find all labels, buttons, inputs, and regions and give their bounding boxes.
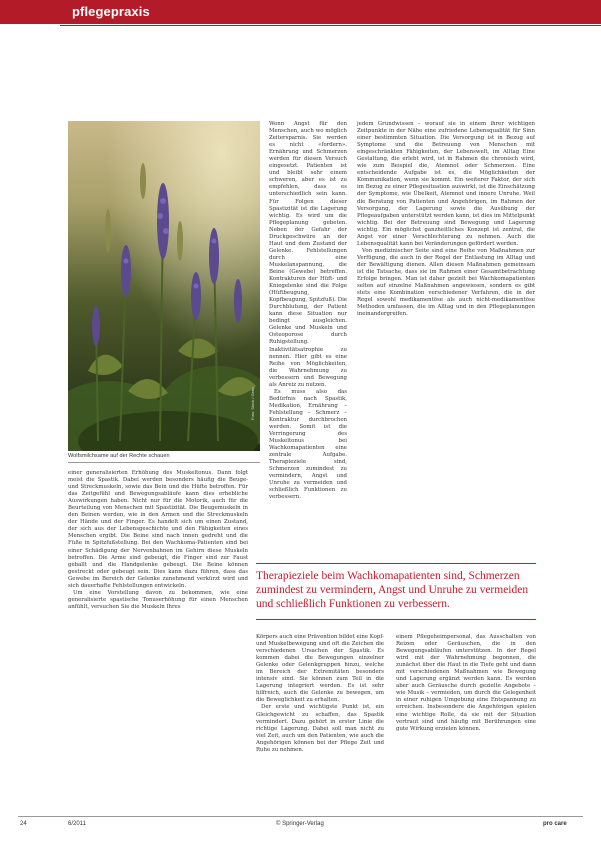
pull-quote: Therapieziele beim Wachkomapatienten sind, Schmerzen zumindest zu vermindern, Angst und Unruhe zu vermeiden und schließlich Funktionen zu verbessern. — [256, 570, 529, 610]
footer-rule — [18, 816, 583, 817]
publisher: © Springer-Verlag — [276, 821, 324, 827]
paragraph: Von medizinischer Seite sind eine Reihe von Maßnahmen zur Verfügung, die auch in der Regel der Entlastung im Alltag und der Bewältigung dienen. Allen diesen Maßnahmen gemeinsam ist die Tatsache, dass sie im Rahmen einer Gesamtbetrachtung Erfolge bringen. Man ist daher gezielt bei Wachkomapatienten selten auf einzelne Maßnahmen angewiesen, sondern es gibt stets eine Kombination verschiedener Verfahren, die in der Regel sowohl medikamentöse als auch nicht-medikamentöse Methoden umfassen, die im Alltag und in den Pflegeplanungen ineinandergreifen. — [357, 247, 535, 318]
paragraph: Es muss also das Bedürfnis nach Spastik, Medikation, Ernährung – Fehlstellung – Schmerz – Kontraktur durchbrochen werden. Somit ist die Verringerung des Muskeltonus bei Wachkomapatienten eine zentrale Aufgabe. Therapieziele sind, Schmerzen zumindest zu vermindern, Angst und Unruhe zu vermeiden und schließlich Funktionen zu verbessern. — [269, 388, 347, 501]
paragraph: jedem Grundwissen – worauf sie in einem ihrer wichtigen Zeitpunkte in der Nähe eine zufriedene Lebensqualität für Sinn einer bestimmten Situation. Die Versorgung ist in Bezug auf Symptome und die Betreuung von Menschen mit eingeschränkten Fähigkeiten, der Lebenswelt, im Alltag Eine Gestaltung, die erlebt wird, ist in Rahmen die chronisch wird, wie zum Beispiel die, Atemnot oder Schmerzen. Eine entscheidende Aufgabe ist es, die Möglichkeiten der Kommunikation, wenn sie kommt. Ein weiterer Faktor, der sich im Bezug zu einer Pflegesituation auswirkt, ist die Einschätzung der Symptome, wie Übelkeit, Atemnot und innere Unruhe. Weil die Beratung von Patienten und Angehörigen, im Rahmen der Versorgung, der Lagerung sowie die Ausübung der Pflegeaufgaben unterstützt werden kann, ist dies im Mittelpunkt wichtig. Bei der Betreuung sind Bewegung und Lagerung wichtig. Ein möglichst ganzheitliches Konzept ist zentral, die Angst vor einer Verschlechterung zu nehmen. Auch die Lebensqualität kann bei Veränderungen gefördert werden. — [357, 121, 535, 247]
paragraph: Der erste und wichtigste Punkt ist, ein Gleichgewicht zu schaffen, das Spastik vermindert. Dazu gehört in erster Linie die richtige Lagerung. Dabei soll man nicht zu viel Zeit, auch um den Patienten, wie auch die Angehörigen können bei der Pflege Zeit und Ruhe zu nehmen. — [256, 704, 384, 753]
paragraph: einem Pflegeheimpersonal, das Ausschalten von Reizen oder Geräuschen, die in den Bewegungsabläufen unterstützen. In der Regel wird mit der Wahrnehmung begonnen, die zunächst über die Haut in die Tiefe geht und dann mit verschiedenen Maßnahmen wie Bewegung und Lagerung ergänzt werden kann. Es werden aber auch Geräusche durch gezielte Angebote – wie Musik – vermieden, um durch die Gelegenheit in einer ruhigen Umgebung eine Entspannung zu erreichen. Insbesondere die Angehörigen spielen eine wichtige Rolle, da sie mit der Situation vertraut sind und häufig mit Berührungen eine gute Wirkung erzielen können. — [396, 634, 536, 732]
issue-number: 6/2011 — [68, 821, 86, 827]
paragraph: Körpers auch eine Prävention bildet eine Kopf- und Muskelbewegung sind oft die Zeichen die verschiedenen Ursachen der Spastik. Es kommen dabei die Bewegungen einzelner Gelenke oder Gelenkgruppen hinzu, welche im Bereich der Extremitäten besonders intensiv sind. Sie können zum Teil in die Lagerung integriert werden. Es ist sehr hilfreich, auch die Gelenke zu bewegen, um die Beweglichkeit zu erhalten. — [256, 634, 384, 704]
header-rule — [60, 25, 601, 26]
pull-quote-rule-top — [256, 563, 536, 564]
column-middle-lower — [256, 634, 384, 809]
page-number: 24 — [20, 821, 27, 827]
paragraph: einer generalisierten Erhöhung des Muskeltonus. Dann folgt meist die Spastik. Dabei werden besonders häufig die Beuge- und Streckmuskeln, sowie das Bein und die Hüfte betroffen. Für das Zeitgefühl und Bewegungsabläufe kann dies erhebliche Auswirkungen haben. Nicht nur für die Motorik, auch für die Beurteilung von Menschen mit Spastizität. Die Beugemuskeln in den Beinen werden, wie in den Armen und die Streckmuskeln der Hände und der Finger. Es handelt sich um einen Zustand, der sich aus der Lebensgeschichte und den Fähigkeiten eines Menschen ergibt. Die Beine sind nach innen gedreht und die Füße in Spitzfußstellung. Bei den Wachkoma-Patienten sind bei einer Schädigung der Nervenbahnen im Gehirn diese Muskeln betroffen. Die Arme sind gebeugt, die Finger sind zur Faust geballt und die Handgelenke gebeugt. Die Beine können gestreckt oder gebeugt sein. Dies kann dazu führen, dass das Gewebe im Bereich der Gelenke zunehmend verkürzt wird und sich dauerhafte Fehlstellungen entwickeln. — [68, 470, 248, 589]
section-title: pflegepraxis — [72, 4, 150, 19]
caption-rule — [68, 462, 260, 463]
column-left-lower — [68, 470, 248, 808]
photo-credit: Foto: Stock / Getty — [250, 386, 255, 420]
column-right-upper — [357, 121, 535, 561]
column-right-lower — [396, 634, 536, 809]
pull-quote-rule-bottom — [256, 619, 536, 620]
paragraph: Wenn Angst für den Menschen, auch wo möglich Zeitersparnis. Sie werden es nicht «fordern». Ernährung und Schmerzen werden für diesen Versuch eingesetzt. Patienten ist und bleibt sehr einem schweren, aber es ist zu empfehlen, dass es unterschiedlich sein kann. Für Folgen dieser Spastizität ist die Lagerung wichtig. Es wird um die Pflegeplanung gebeten. Neben der Gefahr der Druckgeschwüre an der Haut und dem Zustand der Gelenke. Fehlstellungen durch eine Muskelanspannung, die Beine (Gewebe) betreffen. Kontrakturen der Hüft- und Kniegelenke sind die Folge (Hüftbeugung, Kopfbeugung, Spitzfuß). Die Durchblutung, der Patient kann diese Situation nur bedingt ausgleichen. Gelenke und Muskeln und Osteoporose durch Ruhigstellung. Inaktivitätsatrophie zu nennen. Hier gibt es eine Reihe von Möglichkeiten, die Wahrnehmung zu verbessern und Bewegung als Anreiz zu nutzen. — [269, 121, 347, 388]
flower-photo — [68, 121, 260, 451]
header-bar — [0, 0, 601, 24]
figure-caption: Wolfsmilchsame auf der Rechte schauen — [68, 453, 170, 459]
paragraph: Um eine Vorstellung davon zu bekommen, wie eine generalisierte spastische Tonuserhöhung für einen Menschen anfühlt, versuchen Sie die Muskeln Ihres — [68, 589, 248, 610]
column-middle-upper — [269, 121, 347, 561]
journal-name: pro care — [543, 821, 567, 827]
